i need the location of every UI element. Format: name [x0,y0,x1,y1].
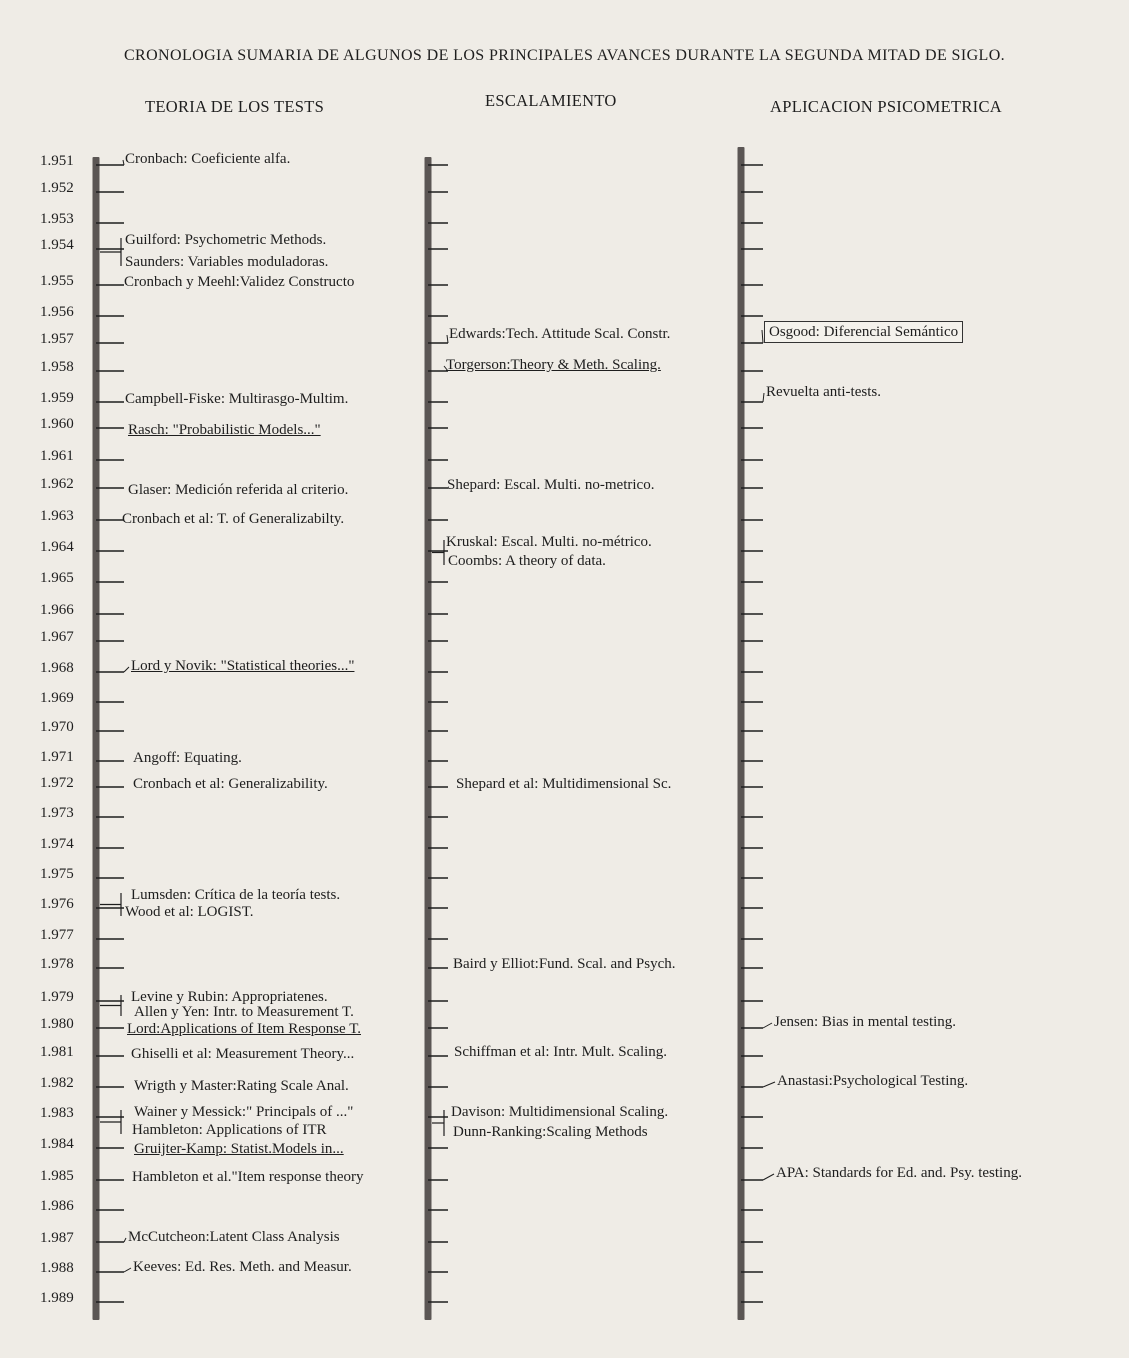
timeline-entry-tests: Angoff: Equating. [133,750,242,766]
timeline-entry-scal: Shepard: Escal. Multi. no-metrico. [447,477,655,493]
timeline-entry-tests: Allen y Yen: Intr. to Measurement T. [134,1004,354,1020]
timeline-entry-tests: Saunders: Variables moduladoras. [125,254,329,270]
year-label: 1.973 [40,805,74,821]
timeline-entry-tests: Levine y Rubin: Appropriatenes. [131,989,328,1005]
connector-line [763,1082,775,1087]
timeline-entry-tests: Hambleton: Applications of ITR [132,1122,327,1138]
column-header-tests: TEORIA DE LOS TESTS [145,97,325,116]
timeline-entry-tests: Cronbach: Coeficiente alfa. [125,151,291,167]
year-label: 1.986 [40,1198,74,1214]
timeline-entry-tests: Wainer y Messick:" Principals of ..." [134,1104,354,1120]
timeline-entry-tests: Wrigth y Master:Rating Scale Anal. [134,1078,349,1094]
timeline-entry-tests: Cronbach y Meehl:Validez Constructo [124,274,355,290]
timeline-entry-scal: Davison: Multidimensional Scaling. [451,1104,669,1120]
timeline-entry-tests: Glaser: Medición referida al criterio. [128,482,349,498]
year-label: 1.966 [40,602,74,618]
timeline-entry-apl: APA: Standards for Ed. and. Psy. testing. [776,1165,1022,1181]
timeline-entry-tests: Lord y Novik: "Statistical theories..." [131,658,355,674]
page-title: CRONOLOGIA SUMARIA DE ALGUNOS DE LOS PRINCIPALES AVANCES DURANTE LA SEGUNDA MITAD DE SIGLO. [123,47,1006,64]
year-label: 1.982 [40,1075,74,1091]
year-label: 1.959 [40,390,74,406]
connector-line [447,335,448,343]
year-label: 1.955 [40,273,74,289]
year-label: 1.983 [40,1105,74,1121]
year-label: 1.976 [40,896,74,912]
year-label: 1.972 [40,775,74,791]
year-label: 1.971 [40,749,74,765]
timeline-entry-tests: Cronbach et al: T. of Generalizabilty. [122,511,345,527]
timeline-entry-tests: Hambleton et al."Item response theory [132,1169,364,1185]
year-label: 1.970 [40,719,74,735]
timeline-entry-apl: Anastasi:Psychological Testing. [777,1073,969,1089]
year-label: 1.988 [40,1260,74,1276]
year-label: 1.951 [40,153,74,169]
timeline-entry-scal: Coombs: A theory of data. [448,553,606,569]
year-label: 1.953 [40,211,74,227]
timeline-entry-scal: Shepard et al: Multidimensional Sc. [456,776,672,792]
timeline-entry-apl: Jensen: Bias in mental testing. [774,1014,957,1030]
connector-line [763,393,764,402]
timeline-entry-tests: Keeves: Ed. Res. Meth. and Measur. [133,1259,352,1275]
timeline-bar-scal [425,157,432,1320]
year-label: 1.962 [40,476,74,492]
timeline-entry-scal: Torgerson:Theory & Meth. Scaling. [446,357,661,373]
year-label: 1.978 [40,956,74,972]
timeline-bar-tests [93,157,100,1320]
timeline-entry-scal: Schiffman et al: Intr. Mult. Scaling. [454,1044,668,1060]
year-label: 1.985 [40,1168,74,1184]
timeline-entry-tests: McCutcheon:Latent Class Analysis [128,1229,340,1245]
year-label: 1.954 [40,237,74,253]
column-header-application: APLICACION PSICOMETRICA [770,97,1002,116]
timeline-entry-tests: Gruijter-Kamp: Statist.Models in... [134,1141,344,1157]
year-label: 1.968 [40,660,74,676]
year-label: 1.989 [40,1290,74,1306]
timeline-entry-tests: Guilford: Psychometric Methods. [125,232,327,248]
year-label: 1.952 [40,180,74,196]
timeline-entry-tests: Wood et al: LOGIST. [125,904,254,920]
connector-line [124,667,129,672]
year-label: 1.963 [40,508,74,524]
year-label: 1.961 [40,448,74,464]
timeline-entry-scal: Kruskal: Escal. Multi. no-métrico. [446,534,652,550]
year-label: 1.979 [40,989,74,1005]
year-label: 1.958 [40,359,74,375]
year-label: 1.956 [40,304,74,320]
year-label: 1.984 [40,1136,74,1152]
timeline-bar-apl [738,147,745,1320]
year-label: 1.974 [40,836,74,852]
timeline-entry-tests: Cronbach et al: Generalizability. [133,776,328,792]
year-label: 1.964 [40,539,74,555]
connector-line [124,1238,126,1242]
timeline-entry-tests: Campbell-Fiske: Multirasgo-Multim. [125,391,349,407]
timeline-entry-tests: Ghiselli et al: Measurement Theory... [131,1046,355,1062]
timeline-entry-tests: Lumsden: Crítica de la teoría tests. [131,887,341,903]
timeline-entry-scal: Baird y Elliot:Fund. Scal. and Psych. [453,956,676,972]
year-label: 1.960 [40,416,74,432]
connector-line [763,1023,772,1028]
year-label: 1.957 [40,331,74,347]
year-label: 1.975 [40,866,74,882]
timeline-entry-tests: Rasch: "Probabilistic Models..." [128,422,321,438]
timeline-entry-scal: Dunn-Ranking:Scaling Methods [453,1124,648,1140]
timeline-entry-apl: Revuelta anti-tests. [766,384,881,400]
year-label: 1.967 [40,629,74,645]
column-header-scaling: ESCALAMIENTO [485,91,617,110]
timeline-entry-apl: Osgood: Diferencial Semántico [764,321,963,343]
connector-line [763,1174,774,1180]
timeline-entry-tests: Lord:Applications of Item Response T. [127,1021,361,1037]
year-label: 1.987 [40,1230,74,1246]
year-label: 1.981 [40,1044,74,1060]
year-label: 1.969 [40,690,74,706]
timeline-entry-scal: Edwards:Tech. Attitude Scal. Constr. [449,326,671,342]
connector-line [762,330,763,343]
year-label: 1.977 [40,927,74,943]
year-label: 1.980 [40,1016,74,1032]
connector-line [124,1268,131,1272]
year-label: 1.965 [40,570,74,586]
